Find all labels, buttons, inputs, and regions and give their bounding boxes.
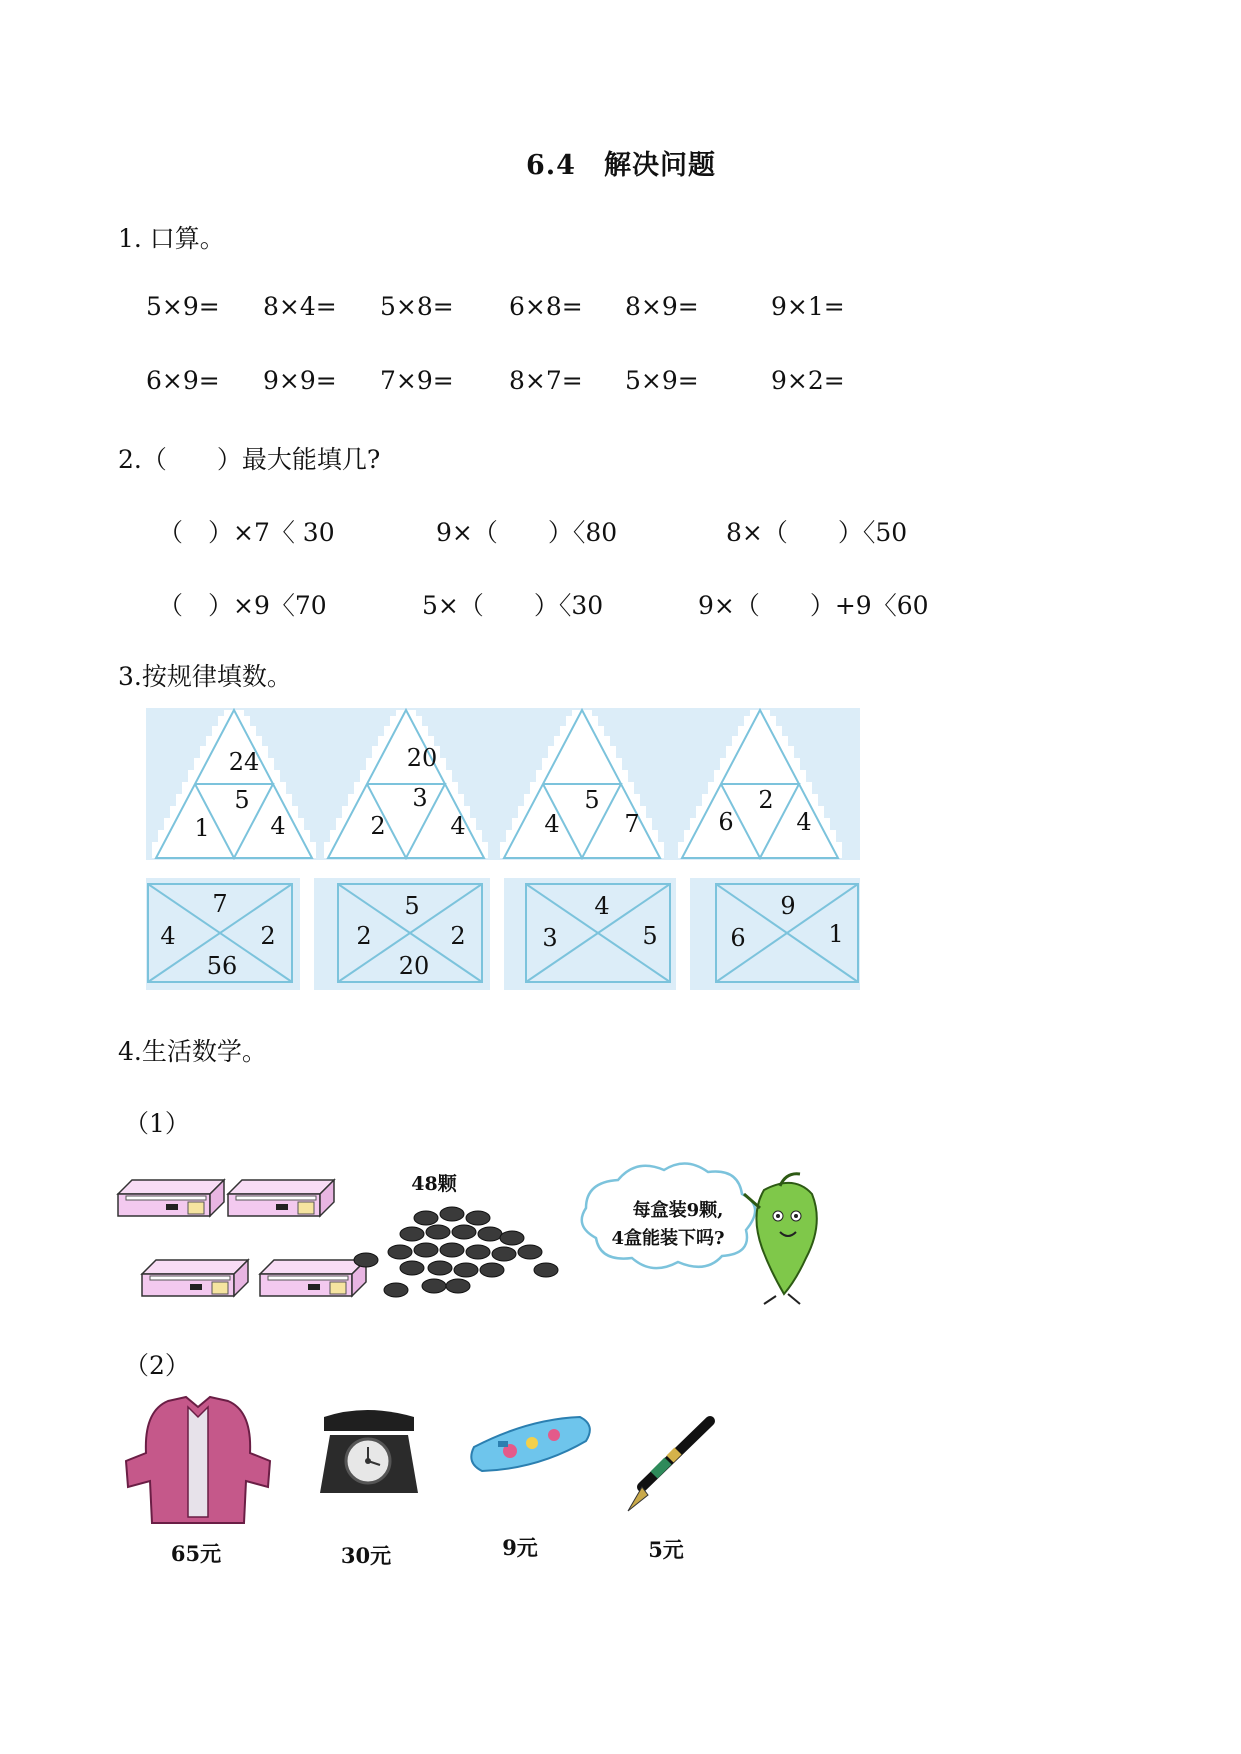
triangle-2-top: 20 bbox=[406, 744, 438, 772]
triangle-4-right: 4 bbox=[796, 808, 812, 836]
expression: 6×9= bbox=[146, 366, 220, 395]
jacket-price: 65元 bbox=[170, 1541, 222, 1566]
inequality: （ ）×9〈70 bbox=[158, 591, 327, 620]
rectangle-1-bottom: 56 bbox=[206, 952, 238, 980]
pencil-case-price: 9元 bbox=[502, 1535, 538, 1560]
rectangle-2-top: 5 bbox=[404, 892, 420, 920]
fountain-pen-price: 5元 bbox=[648, 1537, 684, 1562]
triangle-1-right: 4 bbox=[270, 812, 286, 840]
q1-heading: 1. 口算。 bbox=[118, 224, 225, 253]
jacket-icon bbox=[126, 1397, 270, 1523]
rectangle-2-bottom: 20 bbox=[398, 952, 430, 980]
triangle-1-left: 1 bbox=[194, 814, 210, 842]
expression: 8×7= bbox=[509, 366, 583, 395]
part-1-label: （1） bbox=[124, 1109, 190, 1138]
triangle-4-left: 6 bbox=[718, 808, 734, 836]
expression: 8×9= bbox=[625, 292, 699, 321]
expression: 5×9= bbox=[625, 366, 699, 395]
inequality: 9×（ ）〈80 bbox=[436, 518, 618, 547]
speech-line-2: 4盒能装下吗? bbox=[611, 1228, 725, 1249]
empty-box-icon bbox=[228, 1180, 334, 1216]
page-title: 6.4 解决问题 bbox=[526, 150, 716, 181]
q2-heading: 2.（ ）最大能填几? bbox=[118, 445, 381, 474]
expression: 6×8= bbox=[509, 292, 583, 321]
rectangle-1-left: 4 bbox=[160, 922, 176, 950]
rectangle-4-right: 1 bbox=[828, 920, 844, 948]
pencil-case-icon bbox=[471, 1417, 590, 1471]
rectangle-3-right: 5 bbox=[642, 922, 658, 950]
rectangle-4-top: 9 bbox=[780, 892, 796, 920]
rectangle-3-top: 4 bbox=[594, 892, 610, 920]
expression: 9×1= bbox=[771, 292, 845, 321]
inequality: 8×（ ）〈50 bbox=[726, 518, 908, 547]
inequality: 5×（ ）〈30 bbox=[422, 591, 604, 620]
triangle-2-right: 4 bbox=[450, 812, 466, 840]
triangle-3-left: 4 bbox=[544, 810, 560, 838]
candy-count-label: 48颗 bbox=[411, 1173, 457, 1195]
telephone-price: 30元 bbox=[340, 1543, 392, 1568]
triangle-2-center: 3 bbox=[412, 784, 428, 812]
expression: 5×9= bbox=[146, 292, 220, 321]
expression: 5×8= bbox=[380, 292, 454, 321]
triangle-3-right: 7 bbox=[624, 810, 640, 838]
triangle-3-center: 5 bbox=[584, 786, 600, 814]
candy-pile-icon bbox=[354, 1207, 558, 1297]
triangle-1-center: 5 bbox=[234, 786, 250, 814]
rectangle-1-right: 2 bbox=[260, 922, 276, 950]
part-2-illustration bbox=[118, 1395, 738, 1575]
rectangle-3-left: 3 bbox=[542, 924, 558, 952]
expression: 7×9= bbox=[380, 366, 454, 395]
empty-box-icon bbox=[118, 1180, 224, 1216]
expression: 8×4= bbox=[263, 292, 337, 321]
inequality: （ ）×7〈 30 bbox=[158, 518, 335, 547]
rectangle-2-right: 2 bbox=[450, 922, 466, 950]
triangle-1-top: 24 bbox=[228, 748, 260, 776]
rectangle-puzzle-panel bbox=[146, 878, 860, 990]
telephone-icon bbox=[320, 1410, 418, 1493]
speech-line-1: 每盒装9颗, bbox=[632, 1200, 724, 1221]
part-1-illustration bbox=[116, 1160, 836, 1310]
q3-heading: 3.按规律填数。 bbox=[118, 662, 292, 691]
rectangle-4-left: 6 bbox=[730, 924, 746, 952]
empty-box-icon bbox=[142, 1260, 248, 1296]
pepper-character-icon bbox=[744, 1174, 817, 1304]
rectangle-1-top: 7 bbox=[212, 890, 228, 918]
inequality: 9×（ ）+9〈60 bbox=[698, 591, 929, 620]
rectangle-2-left: 2 bbox=[356, 922, 372, 950]
q4-heading: 4.生活数学。 bbox=[118, 1037, 267, 1066]
expression: 9×2= bbox=[771, 366, 845, 395]
triangle-4-center: 2 bbox=[758, 786, 774, 814]
triangle-puzzle-panel bbox=[146, 708, 860, 860]
empty-box-icon bbox=[260, 1260, 366, 1296]
fountain-pen-icon bbox=[628, 1421, 710, 1511]
expression: 9×9= bbox=[263, 366, 337, 395]
triangle-2-left: 2 bbox=[370, 812, 386, 840]
part-2-label: （2） bbox=[124, 1351, 190, 1380]
